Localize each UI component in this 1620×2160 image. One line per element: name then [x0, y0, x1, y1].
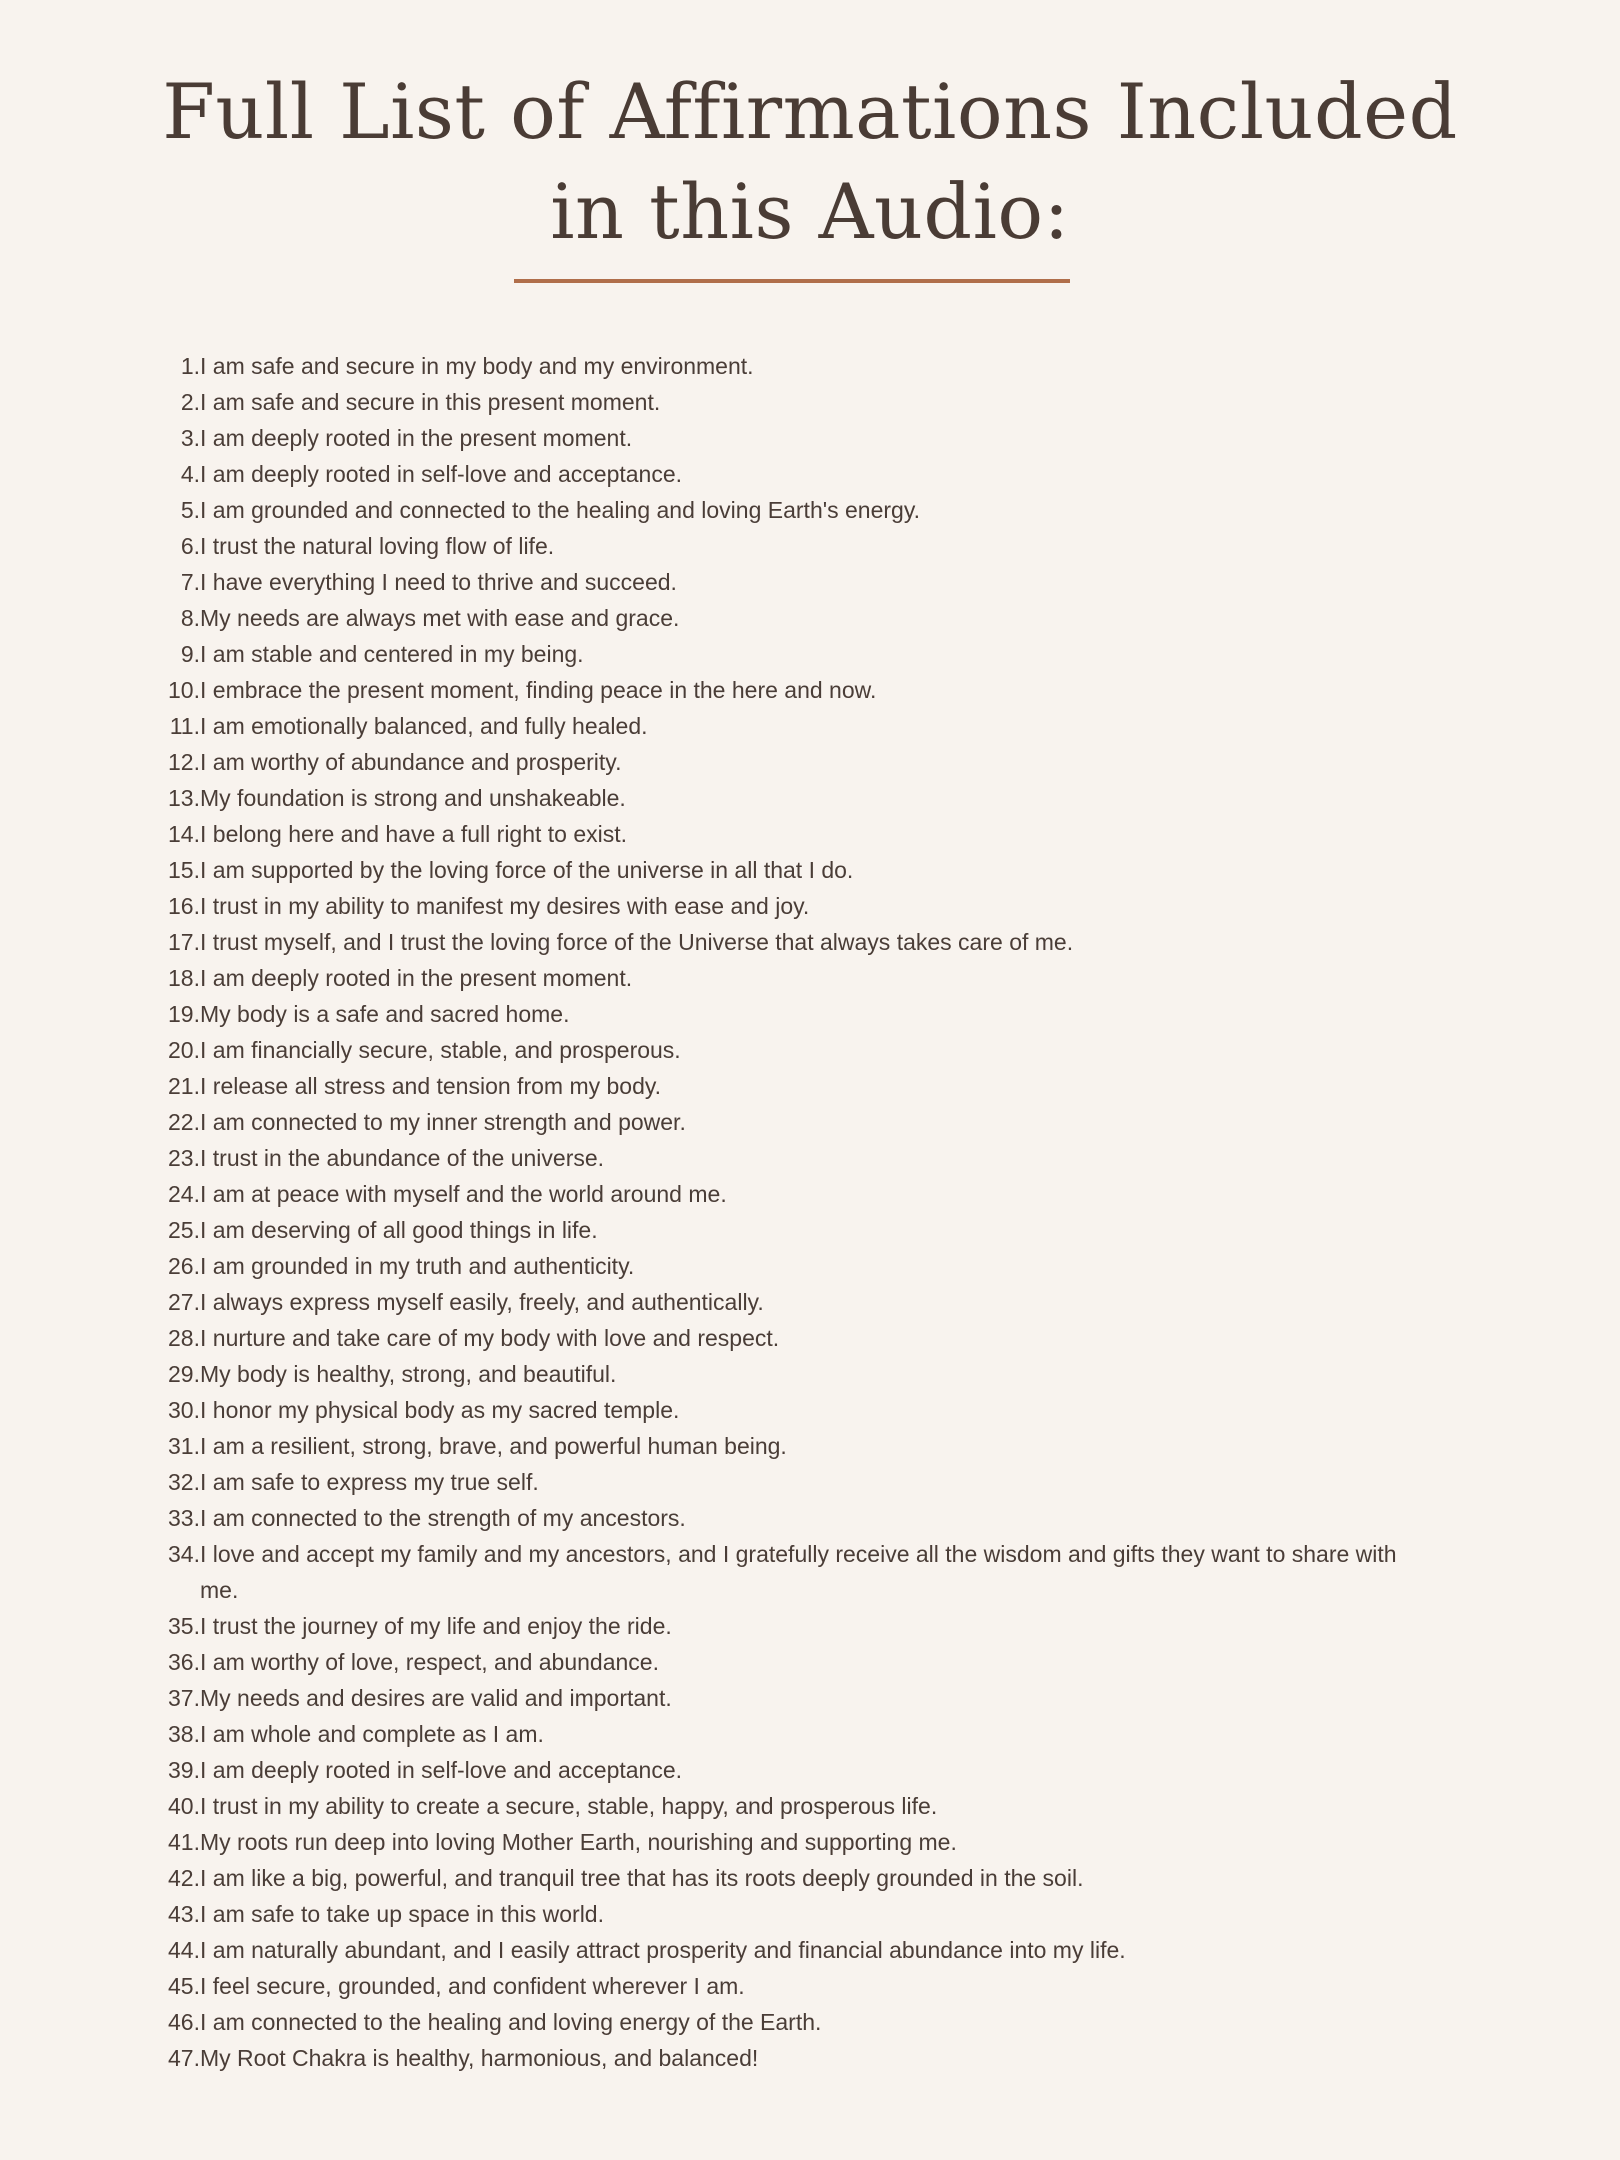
affirmation-text: I am deserving of all good things in life.	[200, 1217, 598, 1243]
affirmation-number: 9.	[180, 641, 200, 667]
page-title	[0, 62, 1620, 262]
affirmation-item	[0, 1536, 1620, 1608]
affirmation-item	[0, 1212, 1620, 1248]
affirmation-text: I am worthy of abundance and prosperity.	[200, 749, 622, 775]
affirmation-text: I embrace the present moment, finding peace in the here and now.	[200, 677, 877, 703]
affirmation-number: 23.	[168, 1145, 200, 1171]
affirmation-number: 24.	[168, 1181, 200, 1207]
affirmation-number: 4.	[180, 461, 200, 487]
affirmation-text: I am safe to express my true self.	[200, 1469, 539, 1495]
affirmation-text: I am safe to take up space in this world.	[200, 1901, 604, 1927]
affirmation-number: 26.	[168, 1253, 200, 1279]
affirmation-number: 17.	[168, 929, 200, 955]
affirmation-item	[0, 1248, 1620, 1284]
affirmation-number: 6.	[180, 533, 200, 559]
affirmation-number: 10.	[168, 677, 200, 703]
affirmation-number: 39.	[168, 1757, 200, 1783]
affirmation-number: 18.	[168, 965, 200, 991]
affirmation-number: 1.	[180, 353, 200, 379]
affirmation-number: 13.	[168, 785, 200, 811]
affirmation-number: 7.	[180, 569, 200, 595]
affirmation-text: My foundation is strong and unshakeable.	[200, 785, 626, 811]
affirmation-item	[0, 600, 1620, 636]
affirmation-text: I trust in my ability to manifest my desires with ease and joy.	[200, 893, 810, 919]
title-divider	[514, 279, 1070, 283]
affirmation-number: 33.	[168, 1505, 200, 1531]
affirmation-number: 30.	[168, 1397, 200, 1423]
affirmation-text: I am whole and complete as I am.	[200, 1721, 544, 1747]
affirmation-number: 5.	[180, 497, 200, 523]
affirmation-number: 31.	[168, 1433, 200, 1459]
affirmation-item	[0, 816, 1620, 852]
affirmation-text: I love and accept my family and my ancestors, and I gratefully receive all the wisdom and gifts they want to share with me.	[200, 1541, 1397, 1603]
affirmation-item	[0, 888, 1620, 924]
affirmation-text: I am a resilient, strong, brave, and powerful human being.	[200, 1433, 787, 1459]
affirmation-item	[0, 636, 1620, 672]
affirmation-item	[0, 672, 1620, 708]
affirmation-text: My body is healthy, strong, and beautiful.	[200, 1361, 617, 1387]
affirmation-text: My Root Chakra is healthy, harmonious, and balanced!	[200, 2045, 759, 2071]
affirmation-list	[0, 348, 1620, 2076]
affirmation-text: I am connected to the strength of my ancestors.	[200, 1505, 686, 1531]
affirmation-number: 15.	[168, 857, 200, 883]
affirmation-text: I am safe and secure in my body and my environment.	[200, 353, 754, 379]
affirmation-text: I am connected to the healing and loving energy of the Earth.	[200, 2009, 822, 2035]
affirmation-text: I am worthy of love, respect, and abundance.	[200, 1649, 659, 1675]
affirmation-text: I always express myself easily, freely, and authentically.	[200, 1289, 764, 1315]
affirmation-text: I am deeply rooted in self-love and acceptance.	[200, 461, 683, 487]
affirmation-number: 12.	[168, 749, 200, 775]
affirmation-item	[0, 2004, 1620, 2040]
affirmation-text: I belong here and have a full right to exist.	[200, 821, 628, 847]
affirmation-number: 36.	[168, 1649, 200, 1675]
affirmation-text: I am supported by the loving force of the universe in all that I do.	[200, 857, 854, 883]
affirmation-item	[0, 1140, 1620, 1176]
affirmation-item	[0, 348, 1620, 384]
affirmation-number: 45.	[168, 1973, 200, 1999]
affirmation-text: I am naturally abundant, and I easily attract prosperity and financial abundance into my life.	[200, 1937, 1126, 1963]
affirmation-item	[0, 384, 1620, 420]
affirmation-number: 27.	[168, 1289, 200, 1315]
affirmation-text: I trust the natural loving flow of life.	[200, 533, 555, 559]
affirmation-item	[0, 1752, 1620, 1788]
affirmation-number: 44.	[168, 1937, 200, 1963]
affirmation-item	[0, 492, 1620, 528]
affirmation-text: I am grounded and connected to the healing and loving Earth's energy.	[200, 497, 921, 523]
affirmation-number: 41.	[168, 1829, 200, 1855]
affirmation-text: I am financially secure, stable, and prosperous.	[200, 1037, 681, 1063]
affirmation-item	[0, 1356, 1620, 1392]
affirmation-number: 37.	[168, 1685, 200, 1711]
affirmation-item	[0, 996, 1620, 1032]
affirmation-item	[0, 1932, 1620, 1968]
affirmation-text: I feel secure, grounded, and confident wherever I am.	[200, 1973, 745, 1999]
affirmation-number: 35.	[168, 1613, 200, 1639]
affirmation-text: I am at peace with myself and the world around me.	[200, 1181, 727, 1207]
affirmation-number: 40.	[168, 1793, 200, 1819]
affirmation-number: 43.	[168, 1901, 200, 1927]
affirmation-item	[0, 1428, 1620, 1464]
affirmation-item	[0, 1896, 1620, 1932]
affirmation-item	[0, 960, 1620, 996]
affirmation-item	[0, 2040, 1620, 2076]
title-line-2: in this Audio:	[550, 167, 1070, 256]
affirmation-text: I trust the journey of my life and enjoy the ride.	[200, 1613, 672, 1639]
affirmation-number: 14.	[168, 821, 200, 847]
affirmation-number: 47.	[168, 2045, 200, 2071]
affirmation-item	[0, 564, 1620, 600]
affirmation-text: I am connected to my inner strength and power.	[200, 1109, 686, 1135]
affirmation-item	[0, 1500, 1620, 1536]
affirmation-item	[0, 1320, 1620, 1356]
affirmation-item	[0, 1464, 1620, 1500]
affirmation-number: 11.	[169, 713, 200, 739]
affirmation-text: I trust in my ability to create a secure, stable, happy, and prosperous life.	[200, 1793, 938, 1819]
affirmation-item	[0, 1176, 1620, 1212]
affirmation-item	[0, 1860, 1620, 1896]
affirmation-number: 22.	[168, 1109, 200, 1135]
affirmation-text: I trust in the abundance of the universe.	[200, 1145, 605, 1171]
affirmation-text: I trust myself, and I trust the loving force of the Universe that always takes care of me.	[200, 929, 1074, 955]
affirmation-item	[0, 744, 1620, 780]
affirmation-item	[0, 924, 1620, 960]
affirmation-number: 25.	[168, 1217, 200, 1243]
affirmation-number: 38.	[168, 1721, 200, 1747]
affirmation-item	[0, 1716, 1620, 1752]
affirmation-number: 16.	[168, 893, 200, 919]
affirmation-text: I am emotionally balanced, and fully healed.	[200, 713, 648, 739]
affirmation-text: I am like a big, powerful, and tranquil tree that has its roots deeply grounded in the soil.	[200, 1865, 1084, 1891]
affirmation-text: My roots run deep into loving Mother Earth, nourishing and supporting me.	[200, 1829, 957, 1855]
affirmation-item	[0, 1788, 1620, 1824]
affirmation-text: I am stable and centered in my being.	[200, 641, 584, 667]
affirmation-item	[0, 420, 1620, 456]
affirmation-number: 29.	[168, 1361, 200, 1387]
affirmation-number: 20.	[168, 1037, 200, 1063]
affirmation-text: I honor my physical body as my sacred temple.	[200, 1397, 680, 1423]
affirmation-number: 34.	[168, 1541, 200, 1567]
affirmation-item	[0, 708, 1620, 744]
affirmation-number: 46.	[168, 2009, 200, 2035]
affirmation-item	[0, 1392, 1620, 1428]
affirmation-item	[0, 1068, 1620, 1104]
affirmation-text: I am deeply rooted in the present moment.	[200, 425, 633, 451]
affirmation-number: 2.	[180, 389, 200, 415]
affirmation-text: My needs and desires are valid and important.	[200, 1685, 672, 1711]
affirmation-number: 3.	[180, 425, 200, 451]
affirmation-text: I release all stress and tension from my body.	[200, 1073, 662, 1099]
title-line-1: Full List of Affirmations Included	[162, 67, 1458, 156]
affirmation-item	[0, 1824, 1620, 1860]
affirmation-item	[0, 852, 1620, 888]
affirmation-text: I am deeply rooted in the present moment.	[200, 965, 633, 991]
affirmation-item	[0, 1032, 1620, 1068]
affirmation-number: 19.	[168, 1001, 200, 1027]
affirmation-item	[0, 1608, 1620, 1644]
affirmation-number: 42.	[168, 1865, 200, 1891]
affirmation-text: I nurture and take care of my body with love and respect.	[200, 1325, 780, 1351]
affirmation-item	[0, 1644, 1620, 1680]
affirmation-text: I am grounded in my truth and authenticity.	[200, 1253, 635, 1279]
affirmation-item	[0, 780, 1620, 816]
affirmation-number: 8.	[180, 605, 200, 631]
affirmation-item	[0, 1968, 1620, 2004]
affirmation-text: I am deeply rooted in self-love and acceptance.	[200, 1757, 683, 1783]
affirmation-number: 21.	[168, 1073, 200, 1099]
affirmation-number: 32.	[168, 1469, 200, 1495]
affirmation-number: 28.	[168, 1325, 200, 1351]
affirmation-text: My needs are always met with ease and grace.	[200, 605, 680, 631]
affirmation-text: I am safe and secure in this present moment.	[200, 389, 661, 415]
affirmation-text: My body is a safe and sacred home.	[200, 1001, 570, 1027]
affirmation-item	[0, 1680, 1620, 1716]
affirmation-item	[0, 528, 1620, 564]
affirmation-text: I have everything I need to thrive and succeed.	[200, 569, 677, 595]
affirmation-item	[0, 456, 1620, 492]
affirmation-item	[0, 1284, 1620, 1320]
affirmation-item	[0, 1104, 1620, 1140]
